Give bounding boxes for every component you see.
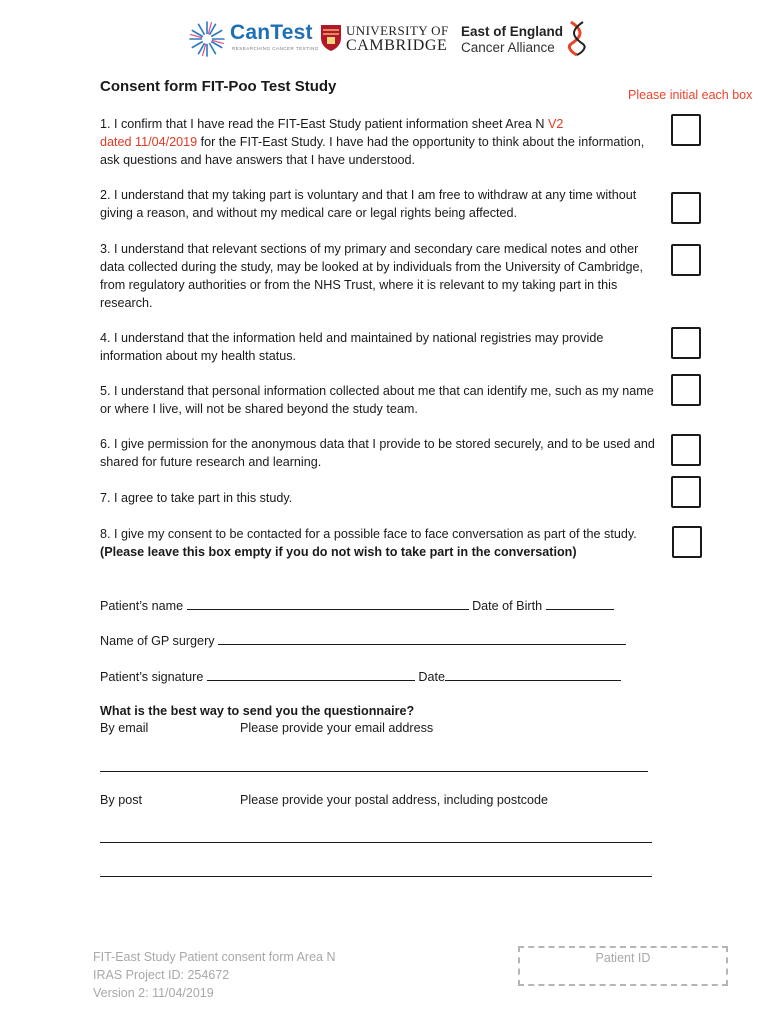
cantest-logo-text: CanTest [230, 21, 313, 44]
footer-line-1: FIT-East Study Patient consent form Area N [93, 950, 336, 964]
consent-item-3: 3. I understand that relevant sections of my primary and secondary care medical notes and other data collected during the study, may be looked at by individuals from the University of Cambridge, from regulatory authorities or from the NHS Trust, where it is relevant to my taking part in this research. [100, 242, 643, 310]
initial-box-7[interactable] [671, 476, 701, 508]
form-title: Consent form FIT-Poo Test Study [100, 78, 337, 95]
alliance-line1: East of England [461, 24, 564, 39]
initial-box-3[interactable] [671, 244, 701, 276]
date-label: Date [418, 670, 445, 684]
date-line[interactable] [445, 668, 621, 681]
patient-name-row [100, 597, 614, 613]
signature-row [100, 668, 621, 684]
patient-name-label: Patient’s name [100, 599, 184, 613]
footer-info [93, 948, 335, 1002]
version-highlight: V2 [548, 117, 564, 131]
consent-item-6: 6. I give permission for the anonymous data that I provide to be stored securely, and to be used and shared for future research and learning. [100, 437, 655, 469]
cambridge-line2: CAMBRIDGE [346, 37, 448, 54]
alliance-line2: Cancer Alliance [461, 40, 555, 55]
email-label: By email [100, 721, 149, 735]
consent-item-1: 1. I confirm that I have read the FIT-East Study patient information sheet Area N V2 dated 11/04/2019 for the FIT-East Study. I have had the opportunity to think about the information, ask questions and have answers that I have understood. [100, 117, 645, 167]
gp-row [100, 632, 626, 648]
header-logos [188, 18, 588, 60]
cantest-burst-icon [188, 20, 226, 58]
gp-line[interactable] [218, 632, 626, 645]
initial-box-6[interactable] [671, 434, 701, 466]
consent-item-4: 4. I understand that the information held and maintained by national registries may provide information about my health status. [100, 331, 604, 363]
cantest-tagline: RESEARCHING CANCER TESTING [232, 46, 319, 51]
cambridge-line1: UNIVERSITY OF [346, 23, 449, 38]
dna-ribbon-icon [568, 20, 586, 56]
patient-id-label: Patient ID [595, 951, 651, 965]
dob-label: Date of Birth [472, 599, 543, 613]
patient-name-line[interactable] [187, 597, 469, 610]
patient-id-box[interactable] [518, 946, 728, 986]
consent-item-7: 7. I agree to take part in this study. [100, 491, 293, 505]
email-prompt: Please provide your email address [240, 721, 434, 735]
initial-instruction: Please initial each box [628, 88, 753, 102]
questionnaire-question: What is the best way to send you the questionnaire? [100, 704, 415, 718]
initial-box-5[interactable] [671, 374, 701, 406]
signature-label: Patient’s signature [100, 670, 204, 684]
initial-box-8[interactable] [672, 526, 702, 558]
post-label: By post [100, 793, 142, 807]
date-highlight: dated 11/04/2019 [100, 135, 198, 149]
consent-item-8: 8. I give my consent to be contacted for a possible face to face conversation as part of the study. (Please leave this box empty if you do not wish to take part in the conversation) [100, 527, 637, 559]
cambridge-shield-icon [320, 24, 342, 52]
initial-box-4[interactable] [671, 327, 701, 359]
consent-item-8-note: (Please leave this box empty if you do not wish to take part in the conversation) [100, 545, 577, 559]
address-line-2[interactable] [100, 876, 652, 877]
email-line[interactable] [100, 771, 648, 772]
footer-line-2: IRAS Project ID: 254672 [93, 968, 230, 982]
initial-box-1[interactable] [671, 114, 701, 146]
dob-line[interactable] [546, 597, 614, 610]
address-line-1[interactable] [100, 842, 652, 843]
consent-item-2: 2. I understand that my taking part is voluntary and that I am free to withdraw at any time without giving a reason, and without my medical care or legal rights being affected. [100, 188, 637, 220]
consent-item-5: 5. I understand that personal information collected about me that can identify me, such as my name or where I live, will not be shared beyond the study team. [100, 384, 654, 416]
gp-label: Name of GP surgery [100, 634, 215, 648]
initial-box-2[interactable] [671, 192, 701, 224]
post-prompt: Please provide your postal address, including postcode [240, 793, 549, 807]
signature-line[interactable] [207, 668, 415, 681]
footer-line-3: Version 2: 11/04/2019 [93, 986, 214, 1000]
